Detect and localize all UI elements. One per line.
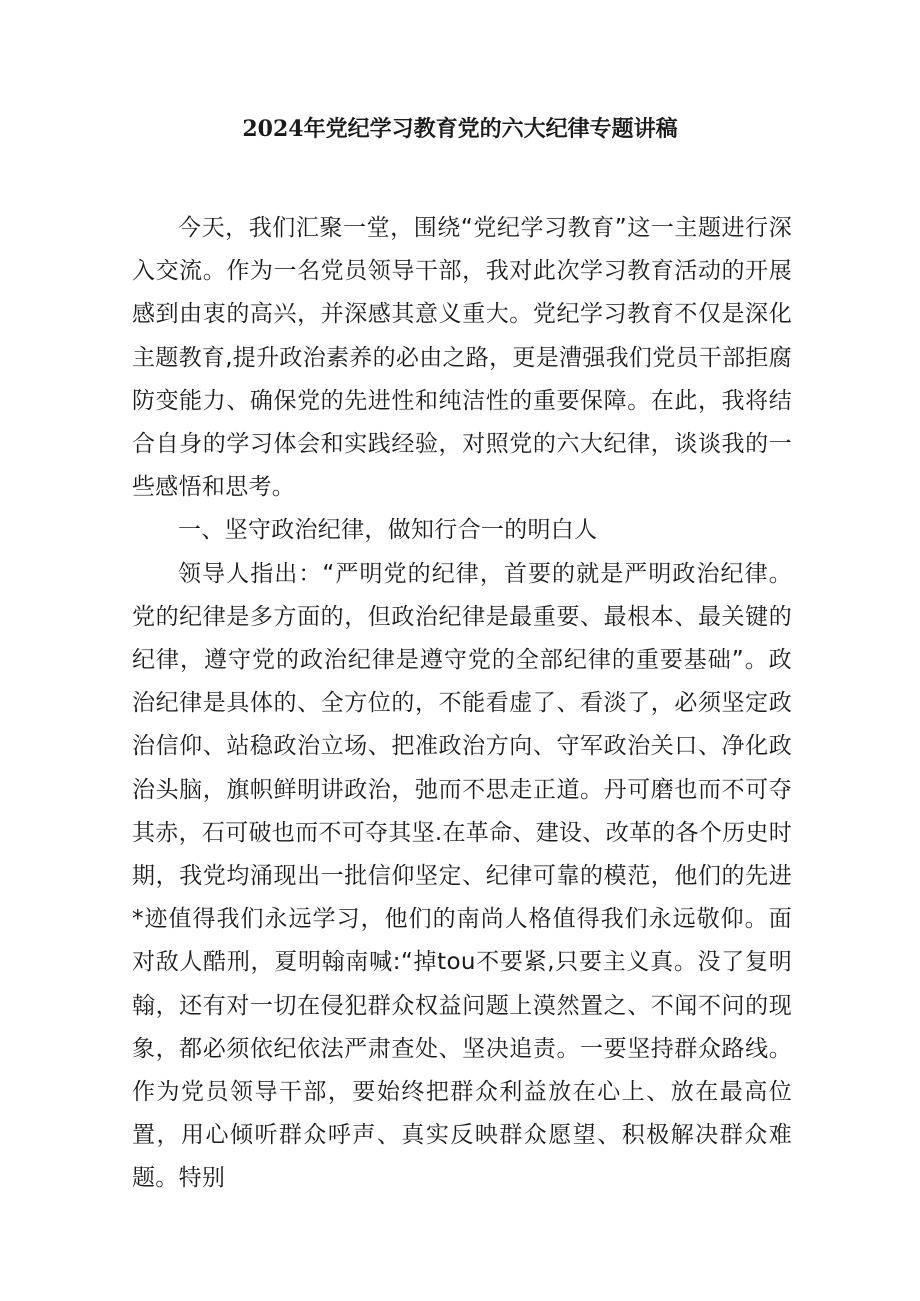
intro-paragraph: 今天，我们汇聚一堂，围绕“党纪学习教育”这一主题进行深入交流。作为一名党员领导干部，我对此次学习教育活动的开展感到由衷的高兴，并深感其意义重大。党纪学习教育不仅是深化主题教育,提升政治素养的必由之路，更是漕强我们党员干部拒腐防变能力、确保党的先进性和纯洁性的重要保障。在此，我将结合自身的学习体会和实践经验，对照党的六大纪律，谈谈我的一些感悟和思考。: [132, 215, 793, 501]
document-title: 2024年党纪学习教育党的六大纪律专题讲稿: [242, 116, 678, 142]
document-body: [132, 207, 792, 1201]
section-heading: 一、坚守政治纪律，做知行合一的明白人: [178, 517, 598, 544]
body-paragraph: 领导人指出：“严明党的纪律，首要的就是严明政治纪律。党的纪律是多方面的，但政治纪律是最重要、最根本、最关键的纪律，遵守党的政治纪律是遵守党的全部纪律的重要基础”。政治纪律是具体的、全方位的，不能看虚了、看淡了，必须坚定政治信仰、站稳政治立场、把准政治方向、守军政治关口、净化政治头脑，旗帜鲜明讲政治，弛而不思走正道。丹可磨也而不可夺其赤，石可破也而不可夺其坚.在革命、建设、改革的各个历史时期，我党均涌现出一批信仰坚定、纪律可靠的模范，他们的先进*迹值得我们永远学习，他们的南尚人格值得我们永远敬仰。面对敌人酷刑，夏明翰南喊:“掉tou不要紧,只要主义真。没了复明翰，还有对一切在侵犯群众权益问题上漠然置之、不闻不问的现象，都必须依纪依法严肃查处、坚决追责。一要坚持群众路线。作为党员领导干部，要始终把群众利益放在心上、放在最高位置，用心倾听群众呼声、真实反映群众愿望、积极解决群众难题。特别: [132, 560, 793, 1192]
